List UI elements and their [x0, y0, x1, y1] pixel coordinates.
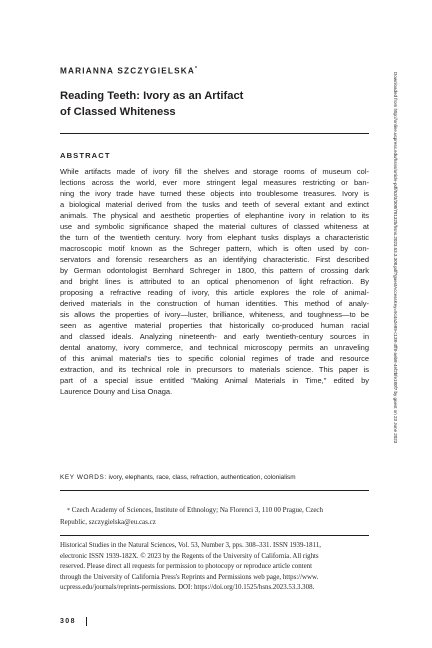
- abstract-line: part of a special issue entitled "Making Animal Materials in Time," edited by: [60, 376, 369, 385]
- abstract-line: seen as agentive material properties that historically co-produced human racial: [60, 321, 369, 330]
- abstract-body: [60, 166, 369, 397]
- abstract-line: While artifacts made of ivory fill the shelves and storage rooms of museum col-: [60, 167, 369, 176]
- abstract-line: the turn of the twentieth century. Ivory from elephant tusks displays a characteristic: [60, 233, 369, 242]
- abstract-line: dental anatomy, ivory commerce, and technical microscopy permits an unraveling: [60, 343, 369, 352]
- publication-line: electronic ISSN 1939-182X. © 2023 by the Regents of the University of California. All rights: [60, 552, 319, 560]
- keywords: [60, 473, 369, 482]
- publication-line: reserved. Please direct all requests for permission to photocopy or reproduce article content: [60, 563, 312, 571]
- abstract-line: animals. The physical and aesthetic properties of elephantine ivory in relation to its: [60, 211, 369, 220]
- publication-line: ucpress.edu/journals/reprints-permissions. DOI: https://doi.org/10.1525/hsns.2023.53.3.308.: [60, 584, 315, 592]
- abstract-line: extraction, and its technical role in precursors to materials science. This paper is: [60, 365, 369, 374]
- author-name: MARIANNA SZCZYGIELSKA*: [60, 66, 197, 76]
- abstract-heading: ABSTRACT: [60, 151, 111, 160]
- abstract-line: by German odontologist Bernhard Schreger in 1800, this pattern of crossing dark: [60, 266, 369, 275]
- abstract-line: Laurence Douny and Lisa Onaga.: [60, 387, 173, 396]
- author-affiliation-footnote: [60, 505, 369, 527]
- abstract-line: derived materials in the construction of human identities. This method of analy-: [60, 299, 369, 308]
- page-number: 308: [60, 618, 76, 625]
- download-watermark-text: Downloaded from http://online.ucpress.edu/hsns/article-pdf/53/3/308/781325/hsns.2023.53.3.308.pdf?guestAccessKey=9c4a2e89-c138-4ff8-aeb8-4ef2bfe180f7 by guest on 23 June 2023: [393, 72, 398, 444]
- publication-info: [60, 541, 369, 594]
- publication-line: Historical Studies in the Natural Sciences, Vol. 53, Number 3, pps. 308–331. ISSN 1939-1811,: [60, 542, 321, 549]
- page-number-separator: [86, 617, 87, 626]
- footnote-marker: *: [67, 508, 70, 514]
- divider: [60, 490, 369, 491]
- abstract-line: of this animal material's ties to specific colonial regimes of trade and resource: [60, 354, 369, 363]
- article-title-line: Reading Teeth: Ivory as an Artifact: [60, 90, 244, 102]
- abstract-line: macroscopic motif known as the Schreger pattern, which is often used by con-: [60, 244, 369, 253]
- abstract-line: use and symbolic significance shaped the material cultures of classed whiteness at: [60, 222, 369, 231]
- download-watermark: [390, 72, 400, 594]
- abstract-line: servators and forensic researchers as an identifying characteristic. First described: [60, 255, 369, 264]
- abstract-line: and classed ideals. Analyzing nineteenth- and early twentieth-century sources in: [60, 332, 369, 341]
- abstract-line: ning the ivory trade have turned these objects into troublesome treasures. Ivory is: [60, 189, 369, 198]
- keywords-label: KEY WORDS:: [60, 474, 107, 481]
- abstract-line: sis allows the properties of ivory—luster, brilliance, whiteness, and toughness—to be: [60, 310, 369, 319]
- abstract-line: lections across the world, ever more stringent legal measures restricting or ban-: [60, 178, 369, 187]
- abstract-line: proposing a refractive reading of ivory, this article explores the role of animal-: [60, 288, 369, 297]
- footnote-line: [60, 505, 369, 517]
- divider: [60, 133, 369, 134]
- author-footnote-marker: *: [194, 66, 197, 72]
- keywords-text: ivory, elephants, race, class, refraction, authentication, colonialism: [108, 474, 296, 481]
- abstract-line: and bright lines is attributed to an optical phenomenon of light refraction. By: [60, 277, 369, 286]
- abstract-line: a biological material derived from the tusks and teeth of several extant and extinct: [60, 200, 369, 209]
- divider: [60, 535, 369, 536]
- publication-line: through the University of California Press's Reprints and Permissions web page, https://www.: [60, 573, 319, 581]
- article-title-line: of Classed Whiteness: [60, 106, 176, 118]
- article-title: [60, 88, 360, 120]
- footnote-text: Czech Academy of Sciences, Institute of Ethnology; Na Florenci 3, 110 00 Prague, Czech: [71, 506, 324, 514]
- footnote-line: Republic, szczygielska@eu.cas.cz: [60, 517, 156, 526]
